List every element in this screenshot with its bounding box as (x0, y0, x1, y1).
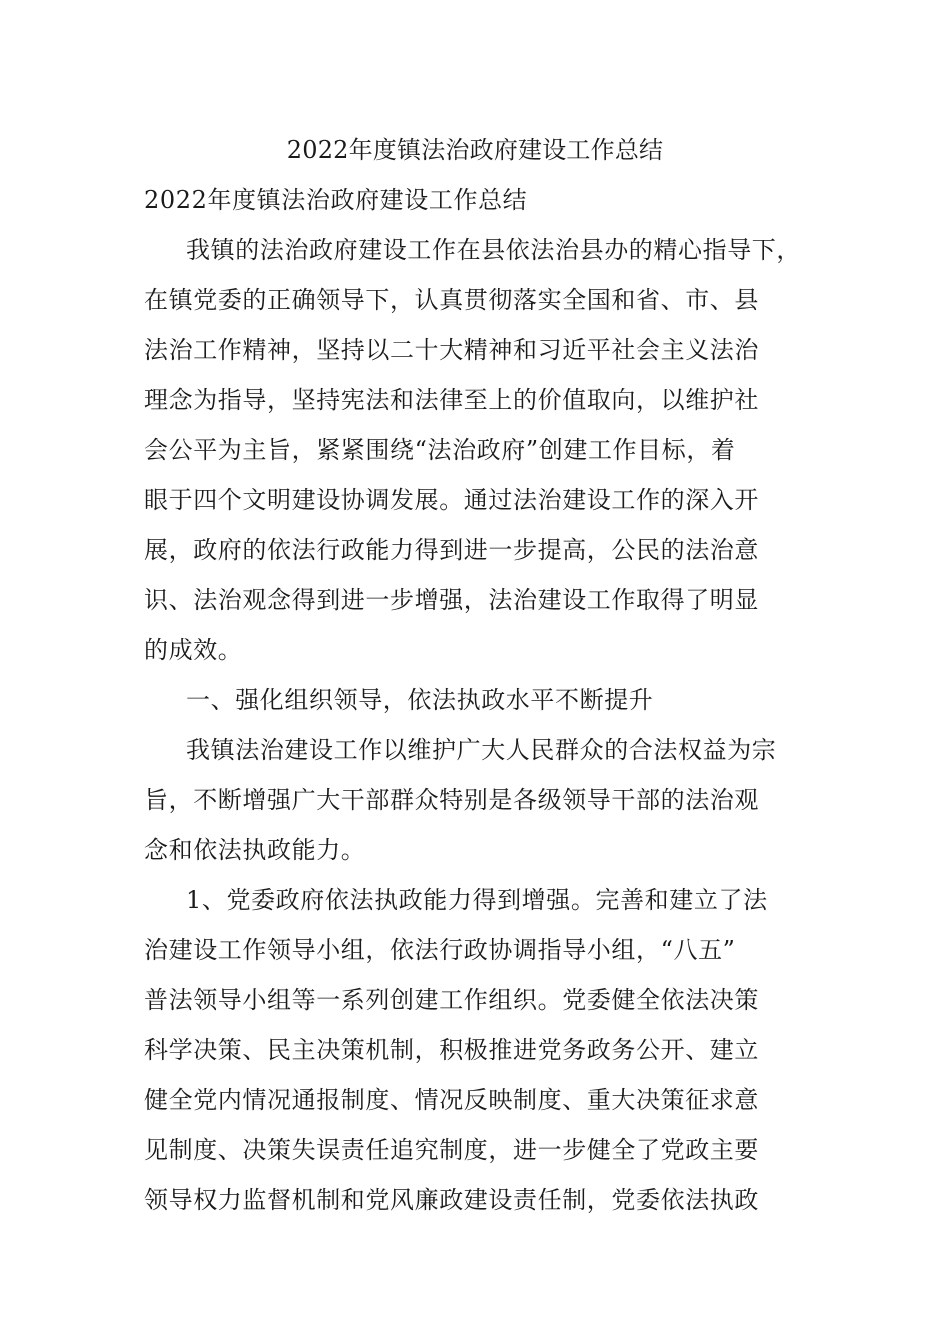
paragraph-line: 旨，不断增强广大干部群众特别是各级领导干部的法治观 (144, 786, 759, 814)
paragraph-line: 展，政府的依法行政能力得到进一步提高，公民的法治意 (144, 536, 759, 564)
paragraph-line: 法治工作精神，坚持以二十大精神和习近平社会主义法治 (144, 336, 759, 364)
document-subtitle: 2022年度镇法治政府建设工作总结 (144, 186, 528, 214)
paragraph-line: 普法领导小组等一系列创建工作组织。党委健全依法决策 (144, 986, 759, 1014)
paragraph-line: 的成效。 (144, 636, 243, 664)
paragraph-line: 我镇的法治政府建设工作在县依法治县办的精心指导下， (186, 236, 801, 264)
paragraph-line: 领导权力监督机制和党风廉政建设责任制，党委依法执政 (144, 1186, 759, 1214)
paragraph-line: 1、党委政府依法执政能力得到增强。完善和建立了法 (186, 886, 768, 914)
paragraph-line: 识、法治观念得到进一步增强，法治建设工作取得了明显 (144, 586, 759, 614)
paragraph-line: 见制度、决策失误责任追究制度，进一步健全了党政主要 (144, 1136, 759, 1164)
paragraph-line: 在镇党委的正确领导下，认真贯彻落实全国和省、市、县 (144, 286, 759, 314)
paragraph-line: 会公平为主旨，紧紧围绕“法治政府”创建工作目标，着 (144, 436, 736, 464)
paragraph-line: 健全党内情况通报制度、情况反映制度、重大决策征求意 (144, 1086, 759, 1114)
paragraph-line: 治建设工作领导小组，依法行政协调指导小组，“八五” (144, 936, 736, 964)
paragraph-line: 科学决策、民主决策机制，积极推进党务政务公开、建立 (144, 1036, 759, 1064)
paragraph-line: 眼于四个文明建设协调发展。通过法治建设工作的深入开 (144, 486, 759, 514)
paragraph-line: 念和依法执政能力。 (144, 836, 366, 864)
section-heading: 一、强化组织领导，依法执政水平不断提升 (186, 686, 654, 714)
paragraph-line: 我镇法治建设工作以维护广大人民群众的合法权益为宗 (186, 736, 777, 764)
paragraph-line: 理念为指导，坚持宪法和法律至上的价值取向，以维护社 (144, 386, 759, 414)
document-title: 2022年度镇法治政府建设工作总结 (286, 136, 664, 164)
